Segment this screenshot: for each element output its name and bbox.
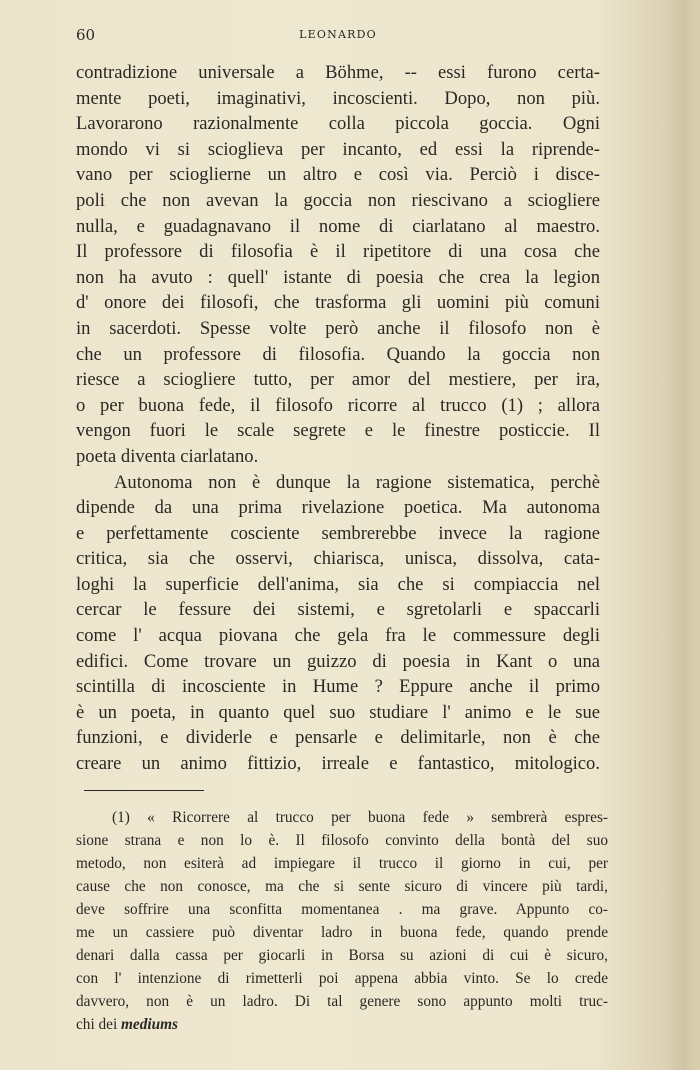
body-text	[76, 60, 600, 777]
text-line: vengon fuori le scale segrete e le finestre posticcie. Il	[76, 420, 600, 442]
footnote	[76, 806, 608, 1036]
page-number: 60	[76, 26, 96, 44]
footnote-line: metodo, non esiterà ad impiegare il trucco il giorno in cui, per	[76, 855, 608, 872]
footnote-last-prefix: chi dei	[76, 1016, 118, 1033]
footnote-rule	[84, 790, 204, 791]
text-line: come l' acqua piovana che gela fra le commessure degli	[76, 625, 600, 647]
footnote-line: cause che non conosce, ma che si sente sicuro di vincere più tardi,	[76, 878, 608, 895]
footnote-line: davvero, non è un ladro. Di tal genere sono appunto molti truc-	[76, 993, 608, 1010]
footnote-italic-word: mediums	[121, 1016, 178, 1033]
text-line: loghi la superficie dell'anima, sia che si compiaccia nel	[76, 573, 600, 595]
page-header	[76, 26, 600, 46]
text-line: cercar le fessure dei sistemi, e sgretolarli e spaccarli	[76, 599, 600, 621]
text-line: critica, sia che osservi, chiarisca, unisca, dissolva, cata-	[76, 548, 600, 570]
text-line: Il professore di filosofia è il ripetitore di una cosa che	[76, 241, 600, 263]
footnote-line: con l' intenzione di rimetterli poi appena abbia vinto. Se lo crede	[76, 970, 608, 987]
text-line: d' onore dei filosofi, che trasforma gli uomini più comuni	[76, 292, 600, 314]
text-line: o per buona fede, il filosofo ricorre al trucco (1) ; allora	[76, 394, 600, 416]
running-head: LEONARDO	[299, 28, 377, 41]
text-line: mondo vi si scioglieva per incanto, ed essi la riprende-	[76, 138, 600, 160]
footnote-line: (1) « Ricorrere al trucco per buona fede » sembrerà espres-	[112, 809, 608, 826]
text-line: nulla, e guadagnavano il nome di ciarlatano al maestro.	[76, 215, 600, 237]
text-line: creare un animo fittizio, irreale e fantastico, mitologico.	[76, 753, 600, 775]
text-line: mente poeti, imaginativi, incoscienti. Dopo, non più.	[76, 87, 600, 109]
text-line: poli che non avevan la goccia non riescivano a sciogliere	[76, 189, 600, 211]
footnote-line: sione strana e non lo è. Il filosofo convinto della bontà del suo	[76, 832, 608, 849]
footnote-line: denari dalla cassa per giocarli in Borsa su azioni di cui è sicuro,	[76, 947, 608, 964]
text-line: funzioni, e dividerle e pensarle e delimitarle, non è che	[76, 727, 600, 749]
text-line: contradizione universale a Böhme, -- essi furono certa-	[76, 62, 600, 83]
text-line: e perfettamente cosciente sembrerebbe invece la ragione	[76, 522, 600, 544]
footnote-line	[76, 1013, 608, 1036]
text-line: non ha avuto : quell' istante di poesia che crea la legion	[76, 266, 600, 288]
text-line: vano per scioglierne un altro e così via. Perciò i disce-	[76, 164, 600, 186]
text-line: dipende da una prima rivelazione poetica. Ma autonoma	[76, 497, 600, 519]
text-line: edifici. Come trovare un guizzo di poesia in Kant o una	[76, 650, 600, 672]
footnote-line: me un cassiere può diventar ladro in buona fede, quando prende	[76, 924, 608, 941]
text-line: Lavorarono razionalmente colla piccola goccia. Ogni	[76, 113, 600, 135]
text-line: poeta diventa ciarlatano.	[76, 445, 259, 467]
text-line: è un poeta, in quanto quel suo studiare l' animo e le sue	[76, 701, 600, 723]
text-line: riesce a sciogliere tutto, per amor del mestiere, per ira,	[76, 369, 600, 391]
text-line: che un professore di filosofia. Quando la goccia non	[76, 343, 600, 365]
page-edge-shadow	[664, 0, 700, 1070]
text-line: Autonoma non è dunque la ragione sistematica, perchè	[114, 471, 600, 493]
footnote-line: deve soffrire una sconfitta momentanea . ma grave. Appunto co-	[76, 901, 608, 918]
text-line: in sacerdoti. Spesse volte però anche il filosofo non è	[76, 317, 600, 339]
text-line: scintilla di incosciente in Hume ? Eppure anche il primo	[76, 676, 600, 698]
